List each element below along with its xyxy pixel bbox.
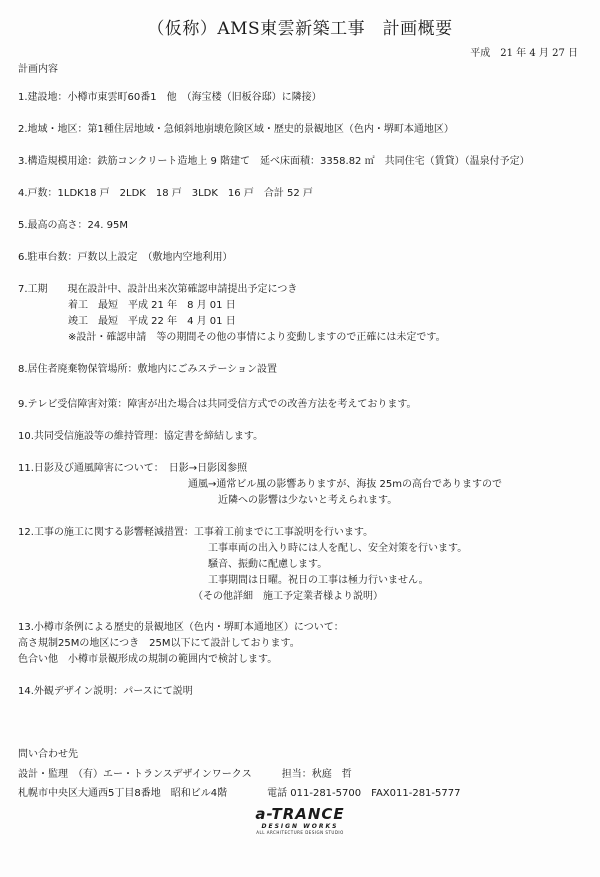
measure-line-1: 12.工事の施工に関する影響軽減措置：工事着工前までに工事説明を行います。 <box>18 527 374 538</box>
historic-line-3: 色合い他 小樽市景観形成の規制の範囲内で検討します。 <box>18 654 278 665</box>
measure-line-4: 工事期間は日曜。祝日の工事は極力行いません。 <box>18 575 429 586</box>
item-9-tv-reception: 9.テレビ受信障害対策：障害が出た場合は共同受信方式での改善方法を考えております。 <box>18 399 417 410</box>
wind-line-2: 近隣への影響は少ないと考えられます。 <box>18 495 398 506</box>
item-10-shared-facility: 10.共同受信施設等の維持管理：協定書を締結します。 <box>18 431 264 442</box>
item-6-parking: 6.駐車台数：戸数以上設定 （敷地内空地利用） <box>18 252 233 263</box>
company-logo <box>0 805 600 835</box>
item-4-units: 4.戸数：1LDK18 戸 2LDK 18 戸 3LDK 16 戸 合計 52 戸 <box>18 188 313 199</box>
wind-line: 通風→通常ビル風の影響ありますが、海抜 25mの高台でありますので <box>18 479 503 490</box>
measure-line-3: 騒音、振動に配慮します。 <box>18 559 328 570</box>
document-date: 平成 21 年 4 月 27 日 <box>470 48 578 59</box>
measure-line-5: （その他詳細 施工予定業者様より説明） <box>18 591 383 602</box>
schedule-line: 7.工期 現在設計中、設計出来次第確認申請提出予定につき <box>18 284 298 295</box>
logo-main-text: a-TRANCE <box>255 805 345 823</box>
schedule-end-line: 竣工 最短 平成 22 年 4 月 01 日 <box>18 316 236 327</box>
logo-sub-text: DESIGN WORKS <box>261 823 339 830</box>
item-5-height: 5.最高の高さ：24. 95M <box>18 220 128 231</box>
measure-line-2: 工事車両の出入り時には人を配し、安全対策を行います。 <box>18 543 468 554</box>
schedule-note-line: ※設計・確認申請 等の期間その他の事情により変動しますので正確には未定です。 <box>18 332 446 343</box>
document-title: （仮称）AMS東雲新築工事 計画概要 <box>147 19 453 39</box>
schedule-start-line: 着工 最短 平成 21 年 8 月 01 日 <box>18 300 236 311</box>
historic-line-2: 高さ規制25Mの地区につき 25M以下にて設計しております。 <box>18 638 300 649</box>
contact-label: 問い合わせ先 <box>18 749 78 760</box>
item-14-exterior-design: 14.外観デザイン説明：パースにて説明 <box>18 686 193 697</box>
section-heading: 計画内容 <box>18 64 58 75</box>
item-7-schedule <box>18 282 446 346</box>
item-3-structure: 3.構造規模用途：鉄筋コンクリート造地上 9 階建て 延べ床面積：3358.82 ㎡ 共同住宅（賃貸）（温泉付予定） <box>18 156 530 167</box>
item-2-zoning: 2.地域・地区：第1種住居地域・急傾斜地崩壊危険区域・歴史的景観地区（色内・堺町本通地区） <box>18 124 454 135</box>
logo-tagline: ALL ARCHITECTURE DESIGN STUDIO <box>256 830 344 835</box>
item-11-shade-wind <box>18 461 502 509</box>
item-1-site: 1.建設地：小樽市東雲町60番1 他 （海宝楼（旧板谷邸）に隣接） <box>18 92 322 103</box>
item-8-waste: 8.居住者廃棄物保管場所：敷地内にごみステーション設置 <box>18 364 277 375</box>
shade-line: 11.日影及び通風障害について： 日影→日影図参照 <box>18 463 248 474</box>
item-13-historic-district <box>18 620 344 668</box>
contact-designer: 設計・監理 （有）エー・トランスデザインワークス 担当：秋庭 哲 <box>18 769 352 780</box>
contact-address: 札幌市中央区大通西5丁目8番地 昭和ビル4階 電話 011-281-5700 FAX011-281-5777 <box>18 788 461 799</box>
historic-line-1: 13.小樽市条例による歴史的景観地区（色内・堺町本通地区）について： <box>18 622 344 633</box>
item-12-construction-measures <box>18 525 467 605</box>
